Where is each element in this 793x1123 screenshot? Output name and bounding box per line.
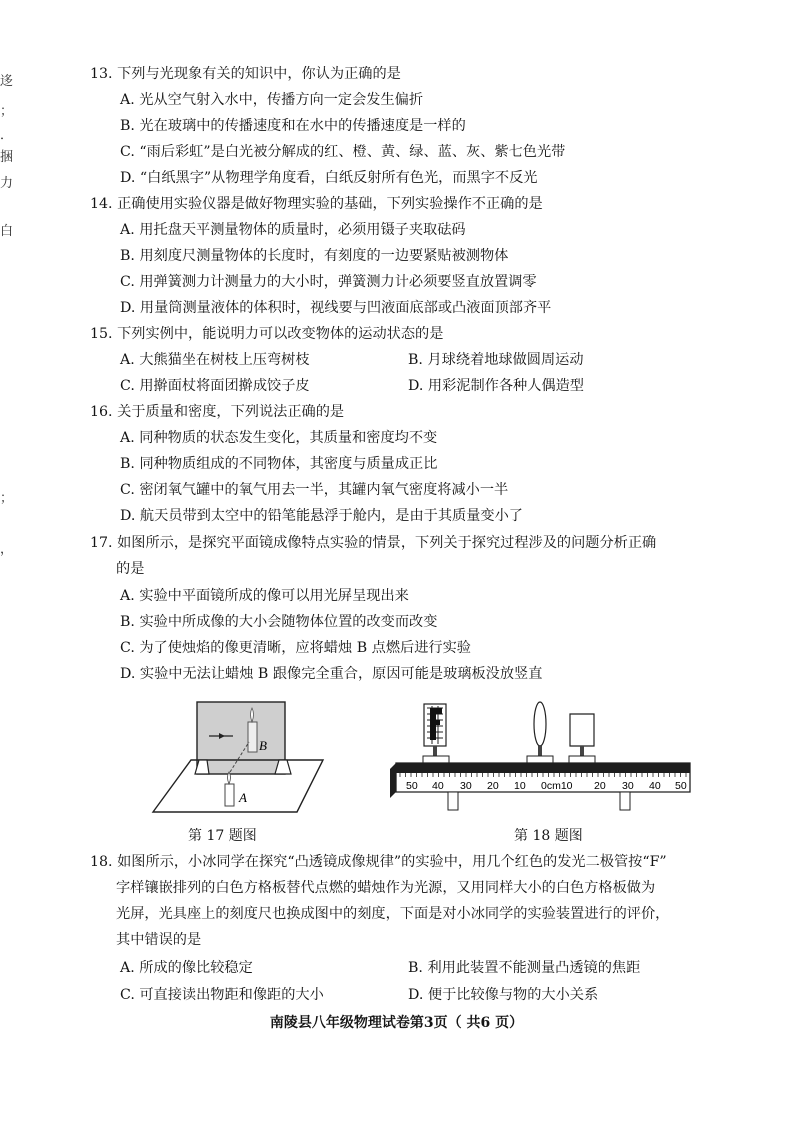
lens-post [538,746,542,756]
question-15-stem: 15. 下列实例中，能说明力可以改变物体的运动状态的是 [90,326,444,342]
label-a: A [239,790,247,805]
edge-char: ； [0,491,14,506]
scale-label: 50 [406,780,418,792]
question-18-stem: 18. 如图所示，小冰同学在探究“凸透镜成像规律”的实验中，用几个红色的发光二极管按“F” [90,854,667,870]
scale-label: 10 [514,780,526,792]
screen-post [580,746,584,756]
question-15-option-c: C. 用擀面杖将面团擀成饺子皮 [120,378,310,394]
lens-holder [527,756,553,763]
question-18-stem-line-2: 字样镶嵌排列的白色方格板替代点燃的蜡烛作为光源，又用同样大小的白色方格板做为 [116,880,656,896]
question-16-option-c: C. 密闭氧气罐中的氧气用去一半，其罐内氧气密度将减小一半 [120,482,509,498]
scale-label: 20 [487,780,499,792]
question-17-stem-continued: 的是 [116,561,145,577]
scale-label: 20 [594,780,606,792]
question-18-stem-line-4: 其中错误的是 [116,932,202,948]
question-17-stem: 17. 如图所示，是探究平面镜成像特点实验的情景，下列关于探究过程涉及的问题分析正确 [90,535,657,551]
edge-char: ， [0,542,14,557]
question-14-option-a: A. 用托盘天平测量物体的质量时，必须用镊子夹取砝码 [120,222,466,238]
edge-char: ； [0,104,14,119]
question-18-stem-line-3: 光屏，光具座上的刻度尺也换成图中的刻度，下面是对小冰同学的实验装置进行的评价， [116,906,670,922]
question-16-stem: 16. 关于质量和密度，下列说法正确的是 [90,404,345,420]
question-14-option-c: C. 用弹簧测力计测量力的大小时，弹簧测力计必须要竖直放置调零 [120,274,537,290]
edge-char: 白 [0,224,14,239]
white-screen [570,714,594,746]
question-17-option-d: D. 实验中无法让蜡烛 B 跟像完全重合，原因可能是玻璃板没放竖直 [120,666,543,682]
candle-a-flame [228,772,231,784]
glass-plate [197,702,285,774]
question-13-option-a: A. 光从空气射入水中，传播方向一定会发生偏折 [120,92,424,108]
question-18-option-a: A. 所成的像比较稳定 [120,960,253,976]
candle-b-flame [251,708,254,722]
question-16-option-a: A. 同种物质的状态发生变化，其质量和密度均不变 [120,430,438,446]
figure-17-plane-mirror [145,698,335,818]
question-18-option-c: C. 可直接读出物距和像距的大小 [120,987,324,1003]
bench-leg-right [620,792,630,810]
scale-label: 40 [432,780,444,792]
figure-17-caption: 第 17 题图 [188,828,257,844]
question-14-option-d: D. 用量筒测量液体的体积时，视线要与凹液面底部或凸液面顶部齐平 [120,300,552,316]
figure-18-optical-bench [386,700,692,818]
candle-b [248,722,257,752]
label-b: B [259,738,267,753]
question-17-option-a: A. 实验中平面镜所成的像可以用光屏呈现出来 [120,588,409,604]
bench-end [390,763,396,798]
bench-leg-left [448,792,458,810]
source-holder [423,756,449,763]
question-17-option-c: C. 为了使烛焰的像更清晰，应将蜡烛 B 点燃后进行实验 [120,640,471,656]
edge-char: 迻 [0,74,14,89]
scale-label: 30 [460,780,472,792]
figure-18-caption: 第 18 题图 [514,828,583,844]
page-footer: 南陵县八年级物理试卷第3页（ 共6 页） [269,1015,524,1031]
edge-char: ． [0,128,14,143]
screen-holder [569,756,595,763]
scale-label: 40 [649,780,661,792]
question-16-option-d: D. 航天员带到太空中的铅笔能悬浮于舱内，是由于其质量变小了 [120,508,523,524]
f-shape-middle-icon [430,720,440,725]
question-15-option-d: D. 用彩泥制作各种人偶造型 [408,378,584,394]
question-18-option-b: B. 利用此装置不能测量凸透镜的焦距 [408,960,641,976]
scale-label: 50 [675,780,687,792]
question-16-option-b: B. 同种物质组成的不同物体，其密度与质量成正比 [120,456,438,472]
candle-a [225,784,234,806]
question-14-stem: 14. 正确使用实验仪器是做好物理实验的基础，下列实验操作不正确的是 [90,196,543,212]
source-post [433,746,437,756]
scale-label: 30 [622,780,634,792]
question-18-option-d: D. 便于比较像与物的大小关系 [408,987,599,1003]
bench-top-strip [396,763,690,773]
convex-lens [534,702,546,746]
question-13-option-c: C. “雨后彩虹”是白光被分解成的红、橙、黄、绿、蓝、灰、紫七色光带 [120,144,566,160]
question-13-option-b: B. 光在玻璃中的传播速度和在水中的传播速度是一样的 [120,118,466,134]
f-shape-top-icon [430,708,442,714]
edge-char: 捆 [0,150,14,165]
question-17-option-b: B. 实验中所成像的大小会随物体位置的改变而改变 [120,614,438,630]
question-15-option-a: A. 大熊猫坐在树枝上压弯树枝 [120,352,310,368]
question-15-option-b: B. 月球绕着地球做圆周运动 [408,352,584,368]
question-13-stem: 13. 下列与光现象有关的知识中，你认为正确的是 [90,66,401,82]
edge-char: 力 [0,176,14,191]
question-14-option-b: B. 用刻度尺测量物体的长度时，有刻度的一边要紧贴被测物体 [120,248,509,264]
scale-label: 0cm10 [541,780,573,792]
question-13-option-d: D. “白纸黑字”从物理学角度看，白纸反射所有色光，而黑字不反光 [120,170,538,186]
